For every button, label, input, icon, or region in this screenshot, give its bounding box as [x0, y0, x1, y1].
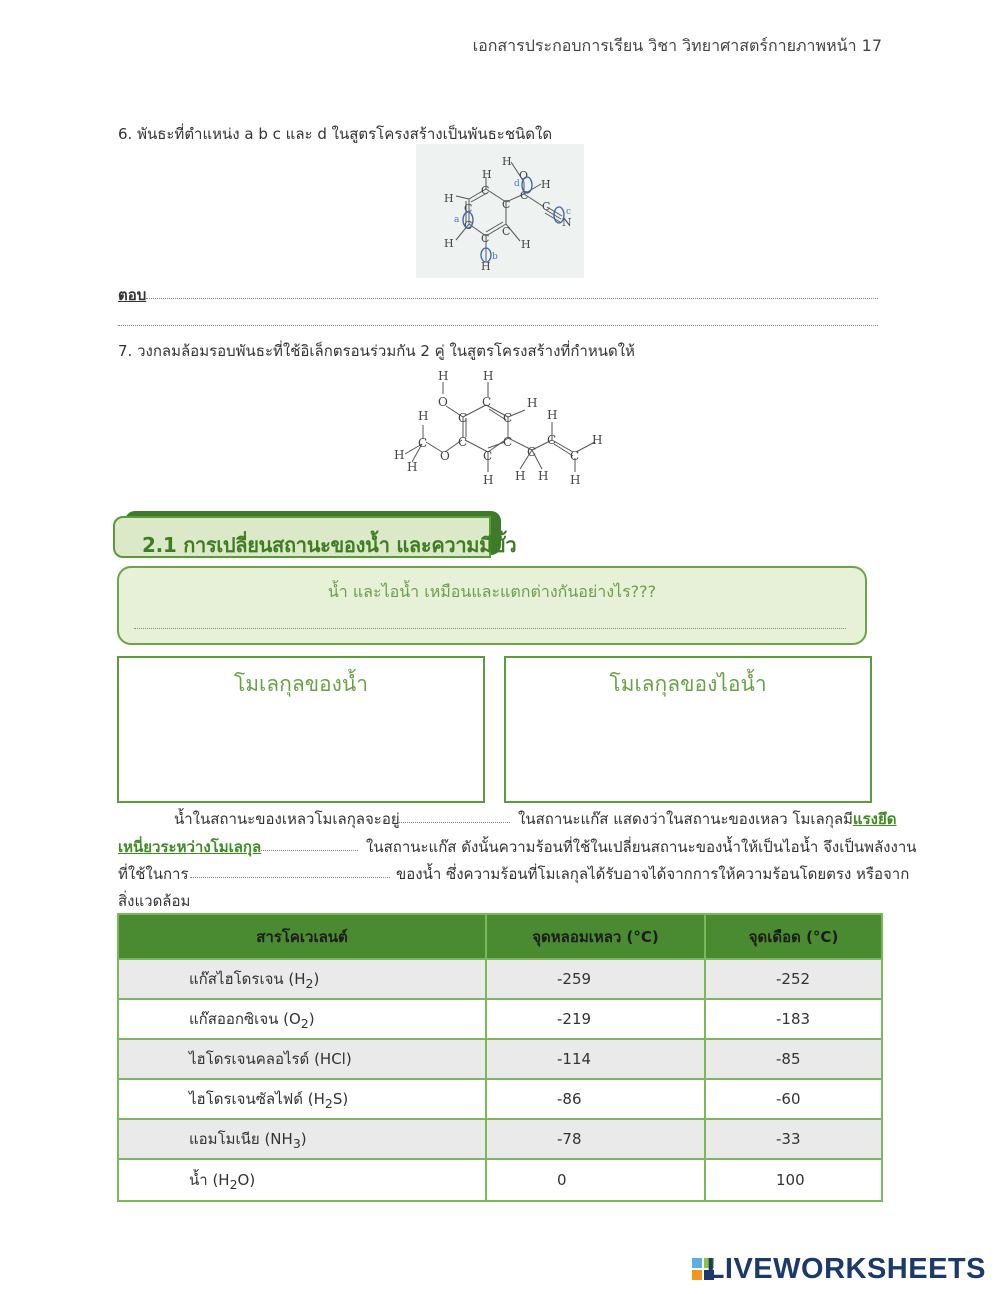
svg-text:O: O: [438, 395, 448, 409]
svg-text:C: C: [482, 395, 492, 409]
boiling-cell: -183: [705, 999, 882, 1039]
svg-text:H: H: [570, 473, 581, 487]
svg-text:C: C: [520, 189, 529, 202]
svg-text:C: C: [483, 449, 493, 463]
label-b: b: [492, 252, 498, 262]
para-line1-b: ในสถานะแก๊ส แสดงว่าในสถานะของเหลว โมเลกุลมีแรงยึด: [518, 810, 897, 828]
svg-text:N: N: [562, 216, 572, 229]
answer-line-2[interactable]: [118, 325, 878, 326]
svg-text:H: H: [483, 369, 494, 383]
substance-cell: แก๊สไฮโดรเจน $(H_2)$: [118, 959, 486, 999]
substance-cell: แก๊สออกซิเจน $(O_2)$: [118, 999, 486, 1039]
svg-text:C: C: [464, 202, 473, 215]
question-6-text: 6. พันธะที่ตำแหน่ง a b c และ d ในสูตรโครงสร้างเป็นพันธะชนิดใด: [118, 125, 553, 143]
blank-2[interactable]: [258, 850, 358, 851]
svg-text:C: C: [503, 435, 513, 449]
svg-text:H: H: [444, 237, 454, 250]
molecule-6-image: [416, 144, 584, 278]
blank-1[interactable]: [398, 822, 510, 823]
svg-text:O: O: [519, 169, 529, 182]
table-row: [118, 1119, 882, 1159]
boiling-point-table: [117, 913, 883, 1202]
svg-text:C: C: [503, 411, 513, 425]
svg-text:H: H: [592, 433, 603, 447]
para-line4: สิ่งแวดล้อม: [118, 892, 191, 910]
svg-text:H: H: [538, 469, 549, 483]
para-line3-b: ของน้ำ ซึ่งความร้อนที่โมเลกุลได้รับอาจได้จากการให้ความร้อนโดยตรง หรือจาก: [396, 865, 910, 883]
melting-cell: -259: [486, 959, 705, 999]
page-header: เอกสารประกอบการเรียน วิชา วิทยาศาสตร์กายภาพหน้า 17: [472, 36, 882, 55]
svg-text:H: H: [444, 192, 454, 205]
table-row: [118, 1159, 882, 1201]
boiling-cell: -60: [705, 1079, 882, 1119]
svg-text:C: C: [418, 436, 428, 450]
svg-text:H: H: [541, 178, 551, 191]
water-molecule-title: โมเลกุลของน้ำ: [233, 672, 369, 696]
para-line2-bold: [118, 835, 261, 859]
vapor-molecule-title: โมเลกุลของไอน้ำ: [609, 672, 767, 696]
boiling-cell: -33: [705, 1119, 882, 1159]
svg-text:C: C: [502, 225, 511, 238]
svg-text:H: H: [502, 155, 512, 168]
svg-text:C: C: [547, 433, 557, 447]
bold-term-1: แรงยึด: [852, 810, 897, 828]
svg-text:H: H: [481, 260, 491, 273]
boiling-cell: -252: [705, 959, 882, 999]
melting-cell: -114: [486, 1039, 705, 1079]
svg-text:C: C: [464, 219, 473, 232]
melting-cell: -219: [486, 999, 705, 1039]
boiling-cell: 100: [705, 1159, 882, 1201]
svg-text:H: H: [547, 408, 558, 422]
label-d: d: [514, 179, 520, 189]
svg-text:H: H: [482, 168, 492, 181]
col-header-boiling: จุดเดือด (°C): [705, 914, 882, 959]
table-row: [118, 1039, 882, 1079]
svg-text:C: C: [570, 449, 580, 463]
svg-text:C: C: [542, 200, 551, 213]
label-a: a: [454, 215, 460, 225]
svg-text:C: C: [527, 445, 537, 459]
para-line3-a: ที่ใช้ในการ: [118, 865, 189, 883]
melting-cell: -86: [486, 1079, 705, 1119]
label-c: c: [566, 207, 572, 217]
bold-term-2: เหนี่ยวระหว่างโมเลกุล: [118, 838, 262, 856]
boiling-cell: -85: [705, 1039, 882, 1079]
liveworksheets-brand: LIVEWORKSHEETS: [706, 1253, 986, 1285]
svg-text:H: H: [483, 473, 494, 487]
substance-cell: ไฮโดรเจนคลอไรด์ (HCl): [118, 1039, 486, 1079]
svg-text:C: C: [458, 411, 468, 425]
question-7-text: 7. วงกลมล้อมรอบพันธะที่ใช้อิเล็กตรอนร่วมกัน 2 คู่ ในสูตรโครงสร้างที่กำหนดให้: [118, 342, 635, 360]
svg-text:C: C: [458, 435, 468, 449]
para-line2-b: ในสถานะแก๊ส ดังนั้นความร้อนที่ใช้ในเปลี่ยนสถานะของน้ำให้เป็นไอน้ำ จึงเป็นพลังงาน: [366, 838, 917, 856]
svg-text:C: C: [481, 184, 490, 197]
svg-text:C: C: [481, 232, 490, 245]
svg-text:H: H: [527, 396, 538, 410]
blank-3[interactable]: [190, 877, 390, 878]
question-box-text: น้ำ และไอน้ำ เหมือนและแตกต่างกันอย่างไร???: [327, 582, 657, 601]
answer-label: ตอบ: [118, 286, 147, 304]
svg-text:H: H: [521, 238, 531, 251]
table-row: [118, 1079, 882, 1119]
substance-cell: ไฮโดรเจนซัลไฟด์ $(H_2S)$: [118, 1079, 486, 1119]
para-line1-a: น้ำในสถานะของเหลวโมเลกุลจะอยู่: [174, 810, 400, 828]
melting-cell: 0: [486, 1159, 705, 1201]
svg-text:H: H: [407, 460, 418, 474]
svg-text:H: H: [394, 448, 405, 462]
answer-line-1[interactable]: [146, 298, 878, 299]
col-header-substance: สารโคเวเลนต์: [118, 914, 486, 959]
question-box: [117, 566, 867, 645]
svg-text:H: H: [418, 409, 429, 423]
svg-text:O: O: [440, 449, 450, 463]
molecule-7-image: [390, 362, 616, 490]
melting-cell: -78: [486, 1119, 705, 1159]
table-row: [118, 999, 882, 1039]
svg-text:C: C: [502, 198, 511, 211]
substance-cell: น้ำ $(H_2O)$: [118, 1159, 486, 1201]
col-header-melting: จุดหลอมเหลว (°C): [486, 914, 705, 959]
svg-text:H: H: [438, 369, 449, 383]
section-title: 2.1 การเปลี่ยนสถานะของน้ำ และความมีขั้ว: [142, 533, 517, 557]
substance-cell: แอมโมเนีย $(NH_3)$: [118, 1119, 486, 1159]
question-box-answer-line[interactable]: [134, 628, 846, 629]
svg-text:H: H: [515, 469, 526, 483]
table-row: [118, 959, 882, 999]
